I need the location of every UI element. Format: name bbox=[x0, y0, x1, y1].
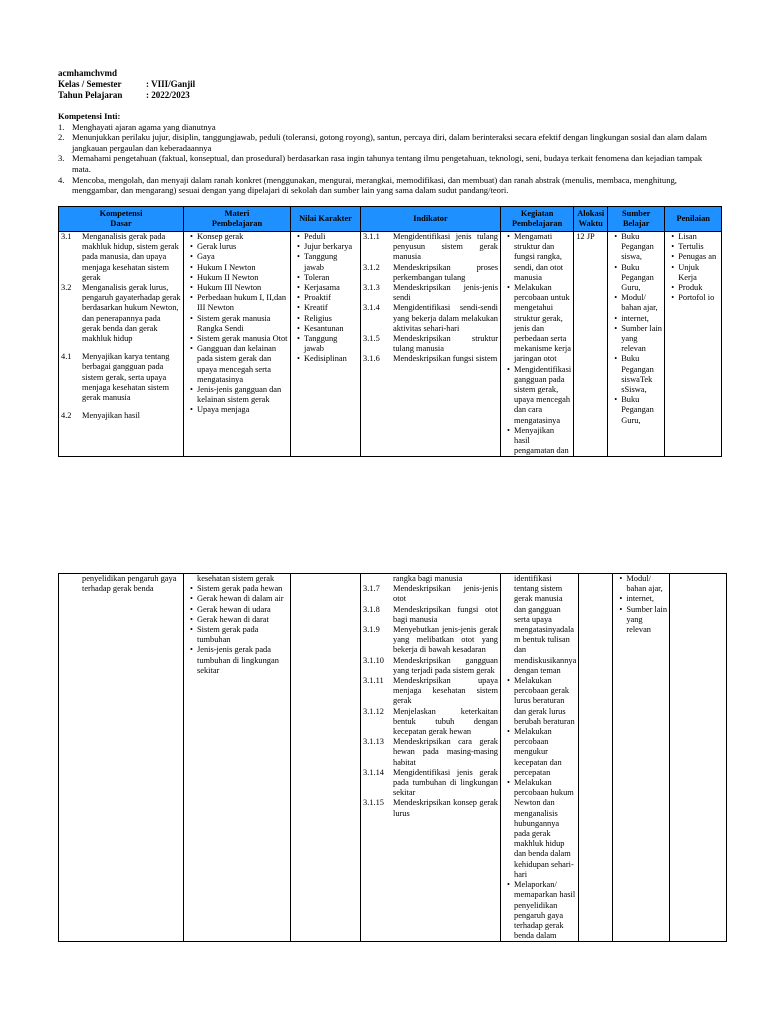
list-item: • Melaporkan/ memaparkan hasil penyelidikan pengaruh gaya terhadap gerak benda dalam bbox=[503, 880, 576, 941]
header-row-tahun bbox=[58, 90, 195, 101]
list-item: • Mengamati struktur dan fungsi rangka, sendi, dan otot manusia bbox=[503, 232, 571, 283]
cell-alokasi bbox=[579, 574, 613, 942]
sumber-list bbox=[615, 574, 667, 635]
cell-sumber bbox=[608, 232, 665, 457]
item-number: 4. bbox=[58, 174, 65, 185]
indikator-item: 3.1.7 Mendeskripsikan jenis-jenis otot bbox=[363, 584, 498, 604]
indikator-item: 3.1.12 Menjelaskan keterkaitan bentuk tubuh dengan kecepatan gerak hewan bbox=[363, 706, 498, 737]
kd-continuation: penyelidikan pengaruh gaya terhadap gerak benda bbox=[82, 574, 177, 594]
list-item bbox=[58, 122, 713, 133]
cell-sumber bbox=[613, 574, 670, 942]
list-item: • Kesantunan bbox=[293, 324, 358, 334]
indikator-item: 3.1.3 Mendeskripsikan jenis-jenis sendi bbox=[363, 283, 498, 303]
list-item: • Hukum II Newton bbox=[186, 273, 288, 283]
kegiatan-list bbox=[503, 232, 571, 456]
indikator-item: 3.1.6 Mendeskripsikan fungsi sistem bbox=[363, 354, 498, 364]
list-item: • Gerak hewan di dalam air bbox=[186, 594, 288, 604]
cell-kd bbox=[59, 232, 184, 457]
nilai-list bbox=[293, 232, 358, 365]
col-header-materi: Materi Pembelajaran bbox=[184, 207, 291, 232]
col-header-indikator: Indikator bbox=[361, 207, 501, 232]
materi-list bbox=[186, 232, 288, 416]
list-item: • Peduli bbox=[293, 232, 358, 242]
cell-kd bbox=[59, 574, 184, 942]
list-item: • Jenis-jenis gerak pada tumbuhan di lingkungan sekitar bbox=[186, 645, 288, 676]
table-row bbox=[59, 232, 722, 457]
document-header bbox=[58, 68, 195, 101]
col-header-nilai: Nilai Karakter bbox=[291, 207, 361, 232]
list-item: • Kerjasama bbox=[293, 283, 358, 293]
indikator-item: 3.1.2 Mendeskripsikan proses perkembangan tulang bbox=[363, 262, 498, 282]
cell-materi bbox=[184, 232, 291, 457]
col-header-penilaian: Penilaian bbox=[665, 207, 722, 232]
syllabus-table-page2 bbox=[58, 573, 727, 942]
cell-alokasi: 12 JP bbox=[574, 232, 608, 457]
list-item: • Jenis-jenis gangguan dan kelainan sistem gerak bbox=[186, 385, 288, 405]
item-number: 2. bbox=[58, 132, 65, 143]
list-item: • Hukum I Newton bbox=[186, 263, 288, 273]
kompetensi-inti-title: Kompetensi Inti: bbox=[58, 111, 121, 121]
list-item: • Portofol io bbox=[667, 293, 719, 303]
cell-nilai bbox=[291, 232, 361, 457]
indikator-item: 3.1.5 Mendeskripsikan struktur tulang manusia bbox=[363, 334, 498, 354]
header-row-kelas bbox=[58, 79, 195, 90]
list-item: • Proaktif bbox=[293, 293, 358, 303]
list-item: • Sumber lain yang relevan bbox=[615, 605, 667, 636]
col-header-alokasi: Alokasi Waktu bbox=[574, 207, 608, 232]
item-text: Menunjukkan perilaku jujur, disiplin, tanggungjawab, peduli (toleransi, gotong royong), santun, percaya diri, dalam berinteraksi secara efektif dengan lingkungan sosial dan alam dalam jangkauan pergaulan dan keberadaannya bbox=[72, 132, 707, 153]
cell-nilai bbox=[291, 574, 361, 942]
list-item: • Unjuk Kerja bbox=[667, 263, 719, 283]
indikator-item: 3.1.15 Mendeskripsikan konsep gerak lurus bbox=[363, 798, 498, 818]
header-label: Tahun Pelajaran bbox=[58, 90, 123, 100]
list-item: • Mengidentifikasi gangguan pada sistem gerak, upaya mencegah dan cara mengatasinya bbox=[503, 365, 571, 426]
kompetensi-inti-list bbox=[58, 122, 713, 196]
list-item: • Buku Pegangan Guru, bbox=[610, 395, 662, 426]
list-item bbox=[58, 175, 713, 196]
kd-item: 3.2 Menganalisis gerak lurus, pengaruh gayaterhadap gerak berdasarkan hukum Newton, dan penerapannya pada gerak benda dan gerak makhluk hidup bbox=[61, 283, 181, 344]
list-item: • Kedisiplinan bbox=[293, 354, 358, 364]
indikator-item: 3.1.13 Mendeskripsikan cara gerak hewan pada masing-masing habitat bbox=[363, 737, 498, 767]
list-item: • Produk bbox=[667, 283, 719, 293]
item-number: 1. bbox=[58, 121, 65, 132]
list-item: • Gangguan dan kelainan pada sistem gerak dan upaya mencegah serta mengatasinya bbox=[186, 344, 288, 385]
list-item bbox=[58, 132, 713, 153]
list-item: • Buku Pegangan siswaTek sSiswa, bbox=[610, 354, 662, 395]
list-item: • Penugas an bbox=[667, 252, 719, 262]
list-item: • Modul/ bahan ajar, bbox=[615, 574, 667, 594]
table-row bbox=[59, 574, 727, 942]
list-item: • Gerak hewan di udara bbox=[186, 605, 288, 615]
materi-list bbox=[186, 584, 288, 676]
list-item: • Sistem gerak pada hewan bbox=[186, 584, 288, 594]
list-item: • internet, bbox=[615, 594, 667, 604]
kd-item: 3.1 Menganalisis gerak pada makhluk hidup, sistem gerak pada manusia, dan upaya menjaga kesehatan sistem gerak bbox=[61, 232, 179, 282]
cell-penilaian bbox=[670, 574, 727, 942]
list-item: • Sumber lain yang relevan bbox=[610, 324, 662, 355]
list-item: • Gerak hewan di darat bbox=[186, 615, 288, 625]
cell-indikator bbox=[361, 232, 501, 457]
list-item: • Gaya bbox=[186, 252, 288, 262]
list-item: • Menyajikan hasil pengamatan dan bbox=[503, 426, 571, 457]
kompetensi-inti bbox=[58, 111, 713, 196]
list-item: • Gerak lurus bbox=[186, 242, 288, 252]
list-item: • Melakukan percobaan untuk mengetahui struktur gerak, jenis dan perbedaan serta mekanisme kerja jaringan otot bbox=[503, 283, 571, 365]
indikator-item: 3.1.11 Mendeskripsikan upaya menjaga kesehatan sistem gerak bbox=[363, 676, 498, 706]
indikator-item: 3.1.14 Mengidentifikasi jenis gerak pada tumbuhan di lingkungan sekitar bbox=[363, 767, 498, 798]
kd-item: 4.2 Menyajikan hasil bbox=[61, 411, 140, 421]
list-item: • Sistem gerak manusia Rangka Sendi bbox=[186, 314, 288, 334]
item-text: Menghayati ajaran agama yang dianutnya bbox=[72, 121, 216, 132]
list-item: • Jujur berkarya bbox=[293, 242, 358, 252]
list-item bbox=[58, 153, 713, 174]
list-item: • Sistem gerak manusia Otot bbox=[186, 334, 288, 344]
item-text: Mencoba, mengolah, dan menyaji dalam ranah konkret (menggunakan, mengurai, merangkai, memodifikasi, dan membuat) dan ranah abstrak (menulis, membaca, menghitung, menggambar, dan mengarang) sesuai dengan yang dipelajari di sekolah dan sumber lain yang sama dalam sudut pandang/teori. bbox=[72, 174, 677, 196]
indikator-item: 3.1.8 Mendeskripsikan fungsi otot bagi manusia bbox=[363, 604, 498, 624]
kegiatan-continuation: identifikasi tentang sistem gerak manusia dan gangguan serta upaya mengatasinyadala m bentuk tulisan dan mendiskusikannya dengan teman bbox=[514, 574, 577, 675]
list-item: • Melakukan percobaan hukum Newton dan menganalisis hubungannya pada gerak makhluk hidup dan benda dalam kehidupan sehari-hari bbox=[503, 778, 576, 880]
author-name: acmhamchvmd bbox=[58, 68, 117, 78]
list-item: • Tanggung jawab bbox=[293, 252, 358, 272]
list-item: • Hukum III Newton bbox=[186, 283, 288, 293]
list-item: • Konsep gerak bbox=[186, 232, 288, 242]
list-item: • Sistem gerak pada tumbuhan bbox=[186, 625, 288, 645]
syllabus-table-page1 bbox=[58, 206, 722, 457]
indikator-continuation: rangka bagi manusia bbox=[393, 574, 463, 583]
cell-indikator bbox=[361, 574, 501, 942]
cell-kegiatan bbox=[501, 232, 574, 457]
list-item: • Toleran bbox=[293, 273, 358, 283]
list-item: • Modul/ bahan ajar, bbox=[610, 293, 662, 313]
cell-kegiatan bbox=[501, 574, 579, 942]
table-header-row bbox=[59, 207, 722, 232]
list-item: • Buku Pegangan Guru, bbox=[610, 263, 662, 294]
item-text: Memahami pengetahuan (faktual, konseptual, dan prosedural) berdasarkan rasa ingin tahunya tentang ilmu pengetahuan, teknologi, seni, budaya terkait fenomena dan kejadian tampak mata. bbox=[72, 153, 703, 174]
item-number: 3. bbox=[58, 153, 65, 164]
sumber-list bbox=[610, 232, 662, 426]
kegiatan-list bbox=[503, 676, 576, 941]
list-item: • Tanggung jawab bbox=[293, 334, 358, 354]
list-item: • Melakukan percobaan gerak lurus beraturan dan gerak lurus berubah beraturan bbox=[503, 676, 576, 727]
col-header-sumber: Sumber Belajar bbox=[608, 207, 665, 232]
list-item: • Tertulis bbox=[667, 242, 719, 252]
header-label: Kelas / Semester bbox=[58, 79, 122, 89]
cell-penilaian bbox=[665, 232, 722, 457]
header-value: : 2022/2023 bbox=[146, 90, 190, 100]
col-header-kompetensi-dasar: Kompetensi Dasar bbox=[59, 207, 184, 232]
indikator-item: 3.1.4 Mengidentifikasi sendi-sendi yang bekerja dalam melakukan aktivitas sehari-hari bbox=[363, 303, 498, 333]
list-item: • Melakukan percobaan mengukur kecepatan dan percepatan bbox=[503, 727, 576, 778]
penilaian-list bbox=[667, 232, 719, 303]
list-item: • Lisan bbox=[667, 232, 719, 242]
col-header-kegiatan: Kegiatan Pembelajaran bbox=[501, 207, 574, 232]
indikator-item: 3.1.9 Menyebutkan jenis-jenis gerak yang melibatkan otot yang bekerja di bawah kesadaran bbox=[363, 625, 498, 655]
indikator-item: 3.1.10 Mendeskripsikan gangguan yang terjadi pada sistem gerak bbox=[363, 655, 498, 675]
kd-item: 4.1 Menyajikan karya tentang berbagai gangguan pada sistem gerak, serta upaya menjaga kesehatan sistem gerak manusia bbox=[61, 352, 170, 403]
list-item: • Upaya menjaga bbox=[186, 405, 288, 415]
materi-continuation: kesehatan sistem gerak bbox=[197, 574, 275, 583]
indikator-item: 3.1.1 Mengidentifikasi jenis tulang penyusun sistem gerak manusia bbox=[363, 232, 498, 262]
list-item: • internet, bbox=[610, 314, 662, 324]
list-item: • Kreatif bbox=[293, 303, 358, 313]
cell-materi bbox=[184, 574, 291, 942]
list-item: • Buku Pegangan siswa, bbox=[610, 232, 662, 263]
header-value: : VIII/Ganjil bbox=[146, 79, 196, 89]
list-item: • Perbedaan hukum I, II,dan III Newton bbox=[186, 293, 288, 313]
list-item: • Religius bbox=[293, 314, 358, 324]
